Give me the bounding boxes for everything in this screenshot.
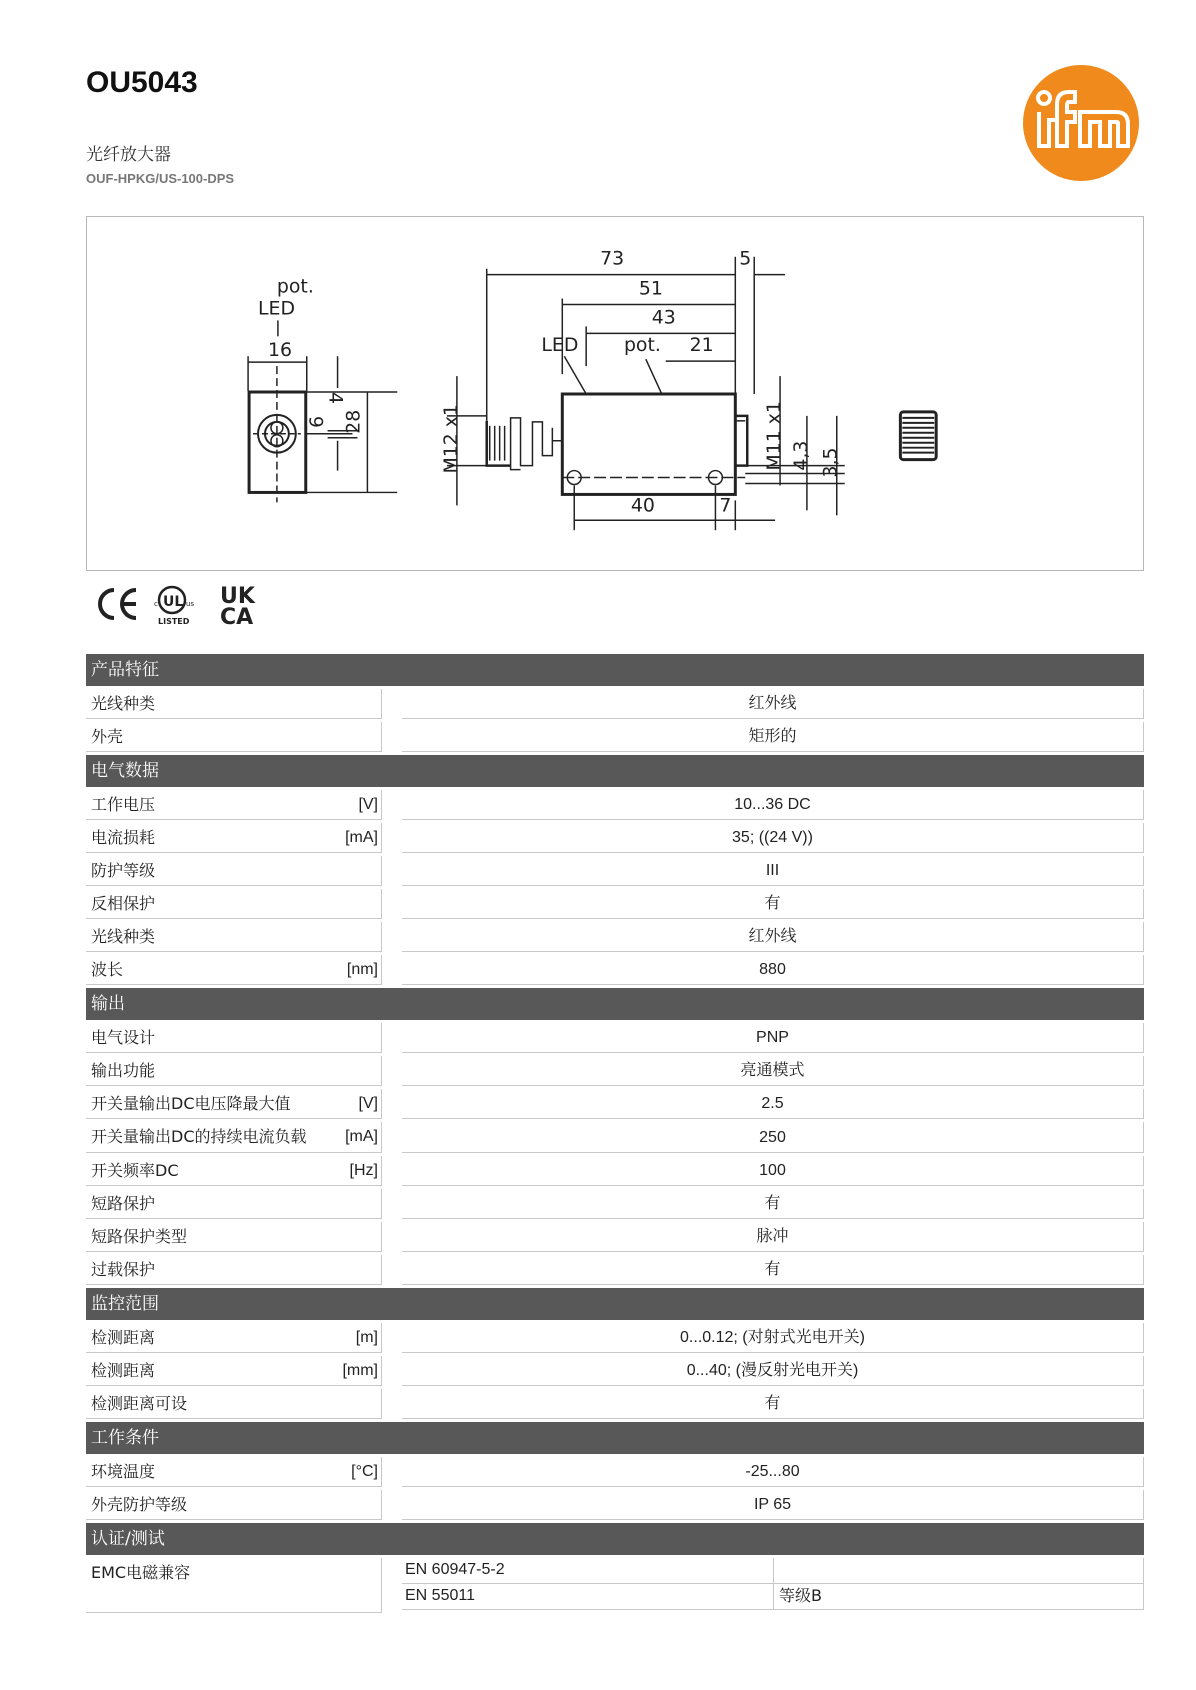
spec-label-cell <box>86 689 382 719</box>
spec-row <box>86 1457 1144 1487</box>
pot-knob-icon <box>900 412 936 460</box>
section-header: 电气数据 <box>86 755 1144 787</box>
spec-label: 电流损耗 <box>91 828 156 847</box>
dim-40: 40 <box>630 494 655 517</box>
spec-row <box>86 889 1144 919</box>
spec-label: EMC电磁兼容 <box>91 1563 191 1582</box>
spec-row <box>86 1255 1144 1285</box>
spec-row <box>86 1189 1144 1219</box>
certification-marks <box>92 580 262 630</box>
spec-value: III <box>402 856 1144 886</box>
dim-4-3: 4,3 <box>789 440 812 471</box>
cell-gap <box>382 1089 402 1119</box>
spec-unit: [m] <box>355 1329 378 1346</box>
spec-unit: [mA] <box>345 1128 378 1145</box>
spec-label-cell <box>86 790 382 820</box>
emc-line <box>402 1558 1144 1584</box>
dimension-drawing-svg <box>87 217 1143 570</box>
spec-value: 有 <box>402 1389 1144 1419</box>
spec-label-cell <box>86 1255 382 1285</box>
spec-value: -25...80 <box>402 1457 1144 1487</box>
dimension-drawing <box>86 216 1144 571</box>
spec-row <box>86 856 1144 886</box>
cell-gap <box>382 790 402 820</box>
dim-21: 21 <box>689 334 714 357</box>
cell-gap <box>382 1323 402 1353</box>
ifm-logo-icon <box>1022 64 1140 182</box>
spec-row <box>86 823 1144 853</box>
spec-label: 反相保护 <box>91 894 156 913</box>
cell-gap <box>382 1255 402 1285</box>
ul-listed-icon <box>154 587 194 626</box>
spec-label: 开关频率DC <box>91 1161 179 1180</box>
svg-text:UK: UK <box>220 584 255 609</box>
emc-standard: EN 60947-5-2 <box>402 1558 774 1583</box>
spec-label-cell <box>86 1056 382 1086</box>
spec-label: 光线种类 <box>91 694 156 713</box>
spec-label-cell <box>86 1122 382 1153</box>
cell-gap <box>382 1222 402 1252</box>
spec-label: 防护等级 <box>91 861 156 880</box>
spec-value: 0...0.12; (对射式光电开关) <box>402 1323 1144 1353</box>
spec-value: 0...40; (漫反射光电开关) <box>402 1356 1144 1386</box>
spec-row <box>86 722 1144 752</box>
spec-value: 亮通模式 <box>402 1056 1144 1086</box>
product-title: OU5043 <box>86 66 198 99</box>
section-header: 输出 <box>86 988 1144 1020</box>
spec-label: 短路保护 <box>91 1194 156 1213</box>
cell-gap <box>382 1023 402 1053</box>
svg-text:LISTED: LISTED <box>158 617 190 626</box>
spec-row <box>86 1389 1144 1419</box>
spec-label-cell <box>86 823 382 853</box>
section-header: 监控范围 <box>86 1288 1144 1320</box>
label-m12: M12 x1 <box>439 404 462 474</box>
spec-unit: [nm] <box>346 961 378 978</box>
dim-16: 16 <box>267 339 292 362</box>
cell-gap <box>382 689 402 719</box>
dim-43: 43 <box>651 306 676 329</box>
spec-label: 外壳 <box>91 727 124 746</box>
spec-label-cell <box>86 1023 382 1053</box>
spec-unit: [V] <box>358 796 378 813</box>
spec-label: 外壳防护等级 <box>91 1495 188 1514</box>
spec-label: 短路保护类型 <box>91 1227 188 1246</box>
spec-value: 红外线 <box>402 922 1144 952</box>
spec-row <box>86 689 1144 719</box>
svg-text:us: us <box>186 600 195 608</box>
spec-row <box>86 1089 1144 1119</box>
spec-label-cell <box>86 1222 382 1252</box>
spec-value: 红外线 <box>402 689 1144 719</box>
spec-row <box>86 1222 1144 1252</box>
spec-unit: [Hz] <box>349 1162 378 1179</box>
cell-gap <box>382 823 402 853</box>
emc-standard: EN 55011 <box>402 1584 774 1609</box>
spec-label-cell <box>86 955 382 985</box>
label-led-right: LED <box>541 334 579 357</box>
section-header: 产品特征 <box>86 654 1144 686</box>
spec-label-cell <box>86 722 382 752</box>
label-led-left: LED <box>258 297 296 320</box>
spec-label-cell <box>86 1356 382 1386</box>
cell-gap <box>382 1056 402 1086</box>
spec-row <box>86 1122 1144 1153</box>
cell-gap <box>382 856 402 886</box>
spec-value: 35; ((24 V)) <box>402 823 1144 853</box>
spec-value: 10...36 DC <box>402 790 1144 820</box>
spec-label: 开关量输出DC电压降最大值 <box>91 1094 291 1113</box>
spec-value: 2.5 <box>402 1089 1144 1119</box>
label-m11: M11 x1 <box>763 401 786 471</box>
spec-label-cell <box>86 1457 382 1487</box>
cell-gap <box>382 1122 402 1153</box>
spec-row <box>86 1490 1144 1520</box>
spec-label: 检测距离 <box>91 1361 156 1380</box>
spec-label-cell <box>86 889 382 919</box>
dim-28: 28 <box>342 409 365 434</box>
spec-label-cell <box>86 1323 382 1353</box>
spec-value: 100 <box>402 1156 1144 1186</box>
spec-label-cell <box>86 1490 382 1520</box>
spec-label: 工作电压 <box>91 795 156 814</box>
cell-gap <box>382 1356 402 1386</box>
dim-3-5: 3,5 <box>819 447 842 478</box>
dim-5: 5 <box>739 247 752 270</box>
spec-label: 光线种类 <box>91 927 156 946</box>
ukca-mark-icon <box>220 584 256 630</box>
label-pot-right: pot. <box>623 334 661 357</box>
spec-label: 检测距离可设 <box>91 1394 188 1413</box>
spec-row <box>86 1156 1144 1186</box>
spec-row <box>86 790 1144 820</box>
spec-value: 880 <box>402 955 1144 985</box>
spec-label-cell <box>86 856 382 886</box>
spec-label: 波长 <box>91 960 124 979</box>
emc-class <box>774 1558 1144 1583</box>
dim-51: 51 <box>638 277 663 300</box>
cell-gap <box>382 1189 402 1219</box>
section-header: 认证/测试 <box>86 1523 1144 1555</box>
section-header: 工作条件 <box>86 1422 1144 1454</box>
cell-gap <box>382 1558 402 1613</box>
spec-label: 输出功能 <box>91 1061 156 1080</box>
cell-gap <box>382 1490 402 1520</box>
product-code: OUF-HPKG/US-100-DPS <box>86 171 235 186</box>
spec-row <box>86 1323 1144 1353</box>
spec-label-cell <box>86 1558 382 1613</box>
spec-unit: [mA] <box>345 829 378 846</box>
spec-unit: [°C] <box>351 1463 378 1480</box>
spec-label-cell <box>86 1189 382 1219</box>
spec-label: 环境温度 <box>91 1462 156 1481</box>
spec-value: PNP <box>402 1023 1144 1053</box>
emc-standards <box>402 1558 1144 1613</box>
product-subtitle: 光纤放大器 <box>86 145 171 165</box>
emc-line <box>402 1584 1144 1610</box>
dim-73: 73 <box>600 247 625 270</box>
spec-value: 脉冲 <box>402 1222 1144 1252</box>
svg-text:UL: UL <box>163 594 184 610</box>
dim-4: 4 <box>324 392 347 405</box>
cell-gap <box>382 722 402 752</box>
dim-7: 7 <box>719 494 732 517</box>
spec-value: 有 <box>402 1255 1144 1285</box>
spec-label-cell <box>86 1389 382 1419</box>
spec-value: IP 65 <box>402 1490 1144 1520</box>
spec-value: 有 <box>402 1189 1144 1219</box>
spec-value: 有 <box>402 889 1144 919</box>
cell-gap <box>382 922 402 952</box>
svg-text:CA: CA <box>220 605 254 630</box>
cell-gap <box>382 1389 402 1419</box>
spec-label-cell <box>86 1089 382 1119</box>
spec-row <box>86 955 1144 985</box>
spec-row <box>86 1356 1144 1386</box>
spec-value: 250 <box>402 1122 1144 1153</box>
spec-label: 过载保护 <box>91 1260 156 1279</box>
spec-row <box>86 1056 1144 1086</box>
label-pot-left: pot. <box>276 275 314 298</box>
cell-gap <box>382 1156 402 1186</box>
cell-gap <box>382 955 402 985</box>
dim-9: 9 <box>304 415 327 428</box>
spec-label-cell <box>86 922 382 952</box>
spec-label: 电气设计 <box>91 1028 156 1047</box>
spec-label: 检测距离 <box>91 1328 156 1347</box>
spec-value: 矩形的 <box>402 722 1144 752</box>
cell-gap <box>382 889 402 919</box>
spec-label-cell <box>86 1156 382 1186</box>
emc-row <box>86 1558 1144 1613</box>
spec-row <box>86 922 1144 952</box>
cell-gap <box>382 1457 402 1487</box>
spec-label: 开关量输出DC的持续电流负载 <box>91 1127 307 1146</box>
spec-unit: [V] <box>358 1095 378 1112</box>
spec-table <box>86 654 1144 1613</box>
spec-row <box>86 1023 1144 1053</box>
ce-mark-icon <box>100 590 136 618</box>
svg-text:c: c <box>154 600 158 608</box>
emc-class: 等级B <box>774 1584 1144 1609</box>
spec-unit: [mm] <box>342 1362 378 1379</box>
